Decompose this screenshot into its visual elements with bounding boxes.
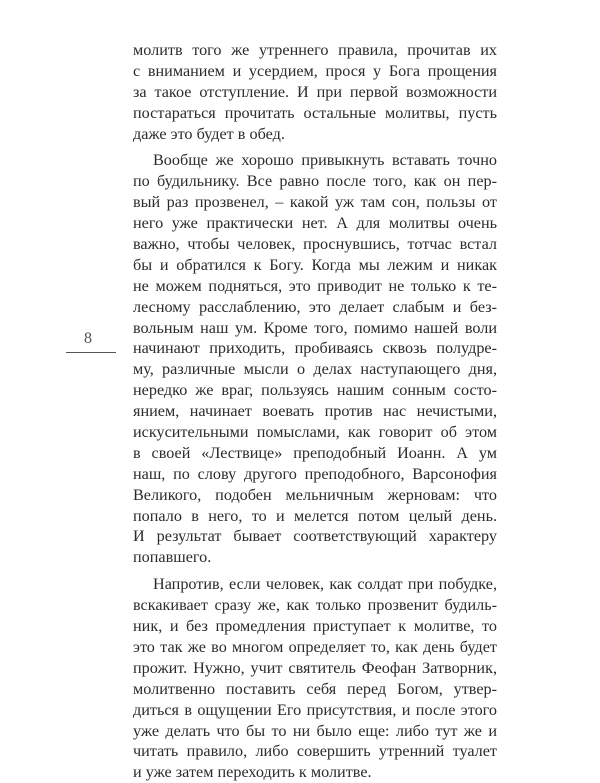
text-line: с вниманием и усердием, прося у Бога прощения xyxy=(133,61,497,80)
text-line: Напротив, если человек, как солдат при побудке, xyxy=(153,575,497,594)
body-text xyxy=(133,40,497,783)
text-line: не можем подняться, это приводит не только к те- xyxy=(133,276,497,295)
text-line: диться в ощущении Его присутствия, и после этого xyxy=(133,700,497,719)
text-line: наш, по слову другого преподобного, Варсонофия xyxy=(133,464,497,483)
page-number: 8 xyxy=(84,330,92,347)
text-line: вскакивает сразу же, как только прозвенит будиль- xyxy=(133,596,497,615)
paragraph xyxy=(133,574,497,783)
text-line: него уже практически нет. А для молитвы очень xyxy=(133,214,497,233)
text-line: вый раз прозвенел, – какой уж там сон, пользы от xyxy=(133,193,497,212)
text-line: читать правило, либо совершить утренний туалет xyxy=(133,742,497,761)
text-line: по будильнику. Все равно после того, как он пер- xyxy=(133,172,497,191)
text-line: янием, начинает воевать против нас нечистыми, xyxy=(133,402,497,421)
text-line: бы и обратился к Богу. Когда мы лежим и никак xyxy=(133,255,497,274)
text-line: за такое отступление. И при первой возможности xyxy=(133,82,497,101)
text-line: Вообще же хорошо привыкнуть вставать точно xyxy=(153,151,497,170)
text-line: ник, и без промедления приступает к молитве, то xyxy=(133,617,497,636)
text-line: молитв того же утреннего правила, прочитав их xyxy=(133,41,497,59)
page-number-rule xyxy=(66,352,116,353)
paragraph xyxy=(133,40,497,144)
text-line: попавшего. xyxy=(133,548,212,567)
text-line: му, различные мысли о делах наступающего дня, xyxy=(133,360,497,379)
text-line: уже делать что бы то ни было еще: либо тут же и xyxy=(133,721,497,740)
text-line: молитвенно поставить себя перед Богом, утвер- xyxy=(133,679,497,698)
text-line: важно, чтобы человек, проснувшись, тотчас встал xyxy=(133,235,497,254)
text-line: в своей «Лествице» преподобный Иоанн. А ум xyxy=(133,443,497,462)
paragraph xyxy=(133,150,497,568)
text-line: нередко же враг, пользуясь нашим сонным состо- xyxy=(133,381,497,400)
text-line: это так же во многом определяет то, как день будет xyxy=(133,637,497,656)
text-line: постараться прочитать остальные молитвы, пусть xyxy=(133,103,497,122)
text-line: вольным наш ум. Кроме того, помимо нашей воли xyxy=(133,318,497,337)
text-line: искусительными помыслами, как говорит об этом xyxy=(133,423,497,442)
text-line: начинают приходить, пробиваясь сквозь полудре- xyxy=(133,339,497,358)
text-line: и уже затем переходить к молитве. xyxy=(133,763,372,782)
text-line: попало в него, то и мелется потом целый день. xyxy=(133,506,497,525)
text-line: лесному расслаблению, это делает слабым и без- xyxy=(133,297,497,316)
text-line: прожит. Нужно, учит святитель Феофан Затворник, xyxy=(133,658,497,677)
text-line: даже это будет в обед. xyxy=(133,124,285,143)
text-line: И результат бывает соответствующий характеру xyxy=(133,527,497,546)
text-line: Великого, подобен мельничным жерновам: что xyxy=(133,485,497,504)
